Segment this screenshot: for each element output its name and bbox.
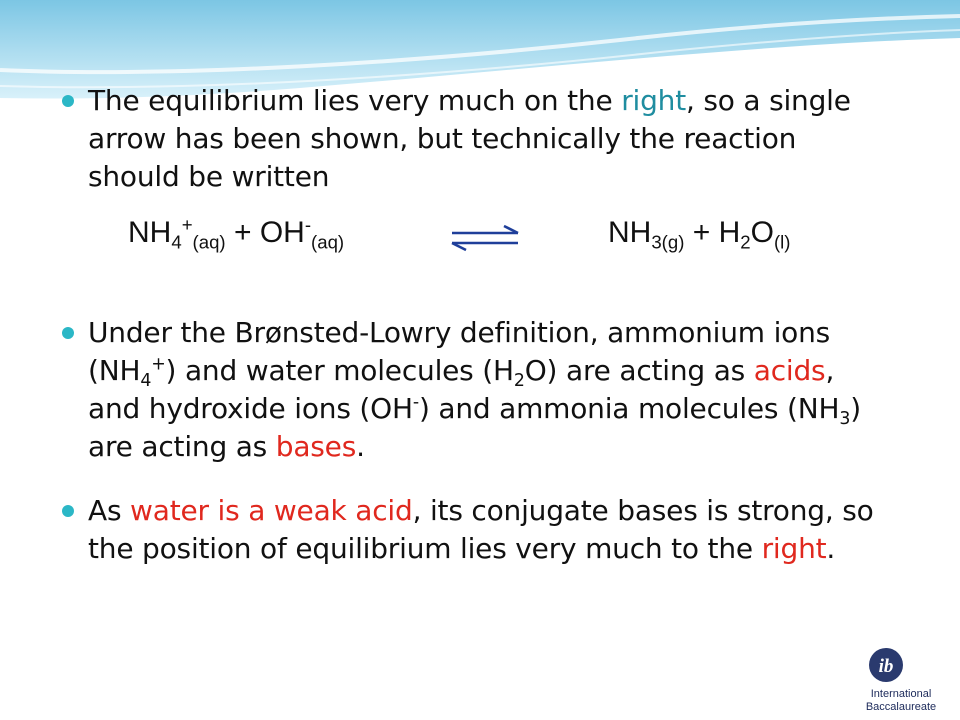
bullet-3-text-2: , its conjugate bases is strong, so the position of equilibrium lies very much to the bbox=[88, 494, 874, 565]
logo-line-1: International bbox=[870, 688, 932, 700]
bullet-2-text-3: O) are acting as bbox=[524, 354, 754, 387]
bullet-2-text-4: , and hydroxide ions (OH bbox=[88, 354, 835, 425]
bullet-bronsted-lowry bbox=[88, 314, 888, 466]
bullet-1-highlight-right: right bbox=[621, 84, 686, 117]
bullet-2-text-1: Under the Brønsted-Lowry definition, ammonium ions (NH bbox=[88, 316, 831, 387]
bullet-2-highlight-bases: bases bbox=[275, 430, 357, 463]
bullet-dot-icon bbox=[62, 95, 74, 107]
bullet-equilibrium-right bbox=[88, 82, 888, 196]
bullet-1-text-1: The equilibrium lies very much on the bbox=[88, 84, 622, 117]
bullet-3-text-3: . bbox=[826, 532, 836, 565]
bullet-2-sup-2: - bbox=[412, 392, 419, 413]
bullet-1-text-2: , so a single arrow has been shown, but technically the reaction should be written bbox=[88, 84, 851, 193]
ammonium-charge: + bbox=[181, 213, 193, 235]
bullet-2-sub-1: 4 bbox=[140, 371, 152, 392]
bullet-2-sub-3: 3 bbox=[839, 409, 851, 430]
bullet-2-highlight-acids: acids bbox=[753, 354, 826, 387]
equation-plus-1: + bbox=[225, 216, 260, 249]
bullet-2-text-2: ) and water molecules (H bbox=[165, 354, 514, 387]
equilibrium-arrows-icon bbox=[448, 224, 522, 252]
hydroxide-formula: OH bbox=[259, 216, 305, 249]
ib-logo-text bbox=[842, 688, 960, 714]
water-state: (l) bbox=[773, 231, 791, 253]
water-o: O bbox=[750, 216, 774, 249]
bullet-dot-icon bbox=[62, 327, 74, 339]
bullet-3-highlight-weak-acid: water is a weak acid bbox=[130, 494, 413, 527]
water-subscript: 2 bbox=[740, 231, 751, 253]
equation-products bbox=[608, 216, 791, 253]
bullet-2-sup-1: + bbox=[151, 354, 166, 375]
logo-line-2: Baccalaureate bbox=[865, 701, 937, 713]
reversible-equation bbox=[0, 213, 960, 260]
equation-plus-2: + bbox=[684, 216, 719, 249]
ib-logo bbox=[826, 644, 960, 720]
ib-logo-mark-icon bbox=[866, 646, 906, 684]
water-h: H bbox=[718, 216, 741, 249]
bullet-2-sub-2: 2 bbox=[513, 371, 525, 392]
hydroxide-charge: - bbox=[304, 213, 312, 235]
bullet-2-text-5: ) and ammonia molecules (NH bbox=[418, 392, 840, 425]
logo-mark-text: ib bbox=[878, 656, 894, 677]
ammonia-formula: NH bbox=[608, 216, 652, 249]
bullet-3-highlight-right: right bbox=[761, 532, 827, 565]
equation-reactants bbox=[128, 213, 345, 253]
bullet-2-text-7: . bbox=[356, 430, 365, 463]
bullet-weak-acid bbox=[88, 492, 888, 568]
ammonium-state: (aq) bbox=[192, 231, 226, 253]
hydroxide-state: (aq) bbox=[311, 231, 345, 253]
ammonium-subscript: 4 bbox=[171, 231, 182, 253]
bullet-2-text-6: ) are acting as bbox=[88, 392, 861, 463]
bullet-3-text-1: As bbox=[88, 494, 131, 527]
bullet-dot-icon bbox=[62, 505, 74, 517]
ammonia-subscript: 3(g) bbox=[651, 231, 685, 253]
ammonium-formula: NH bbox=[128, 216, 172, 249]
